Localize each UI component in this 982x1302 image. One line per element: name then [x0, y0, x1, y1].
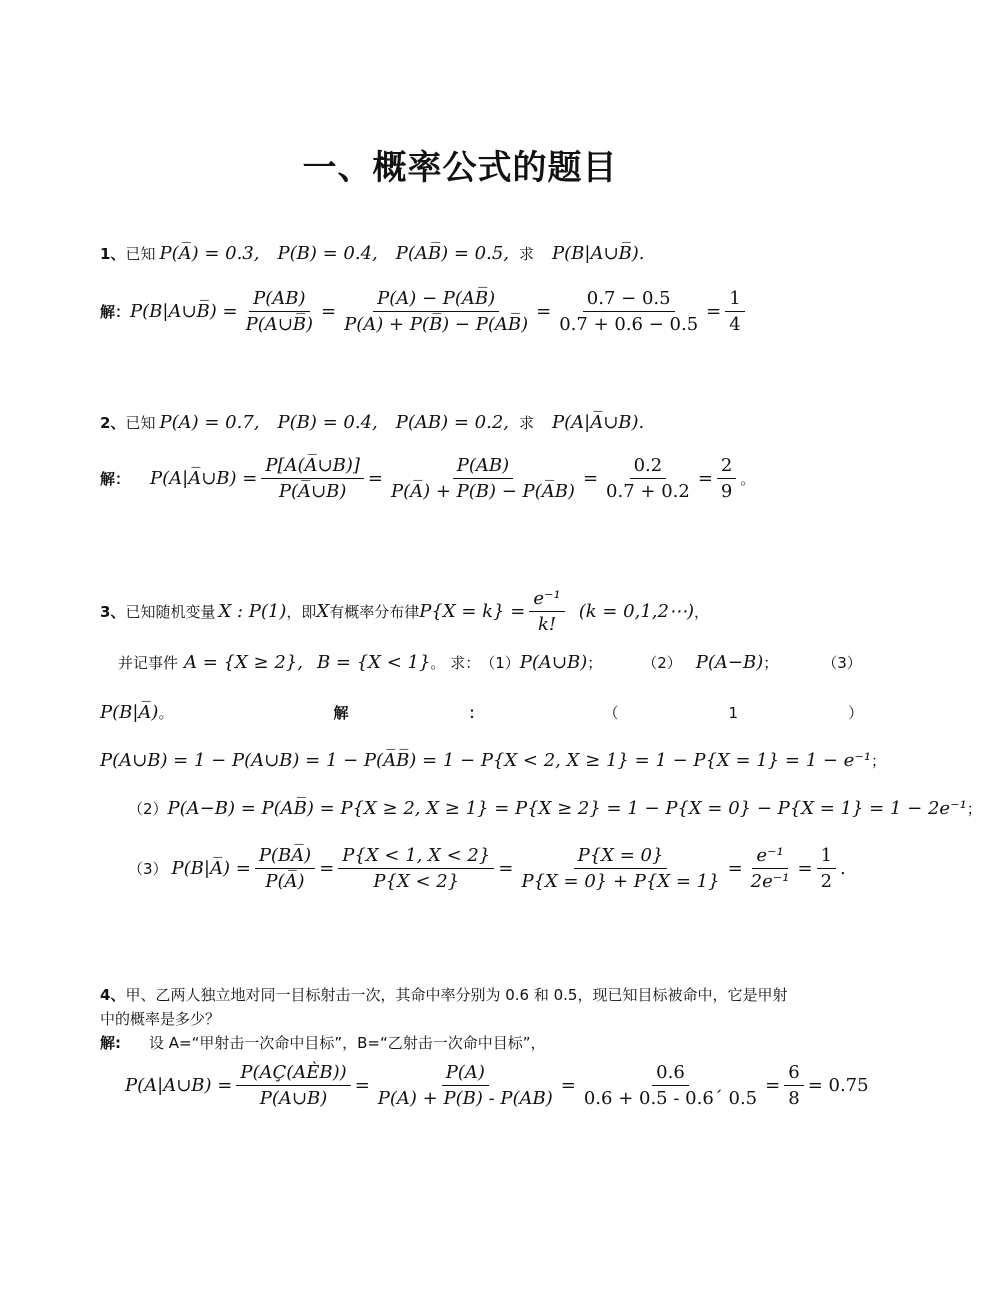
question-2: P(A−B)	[695, 652, 764, 673]
intro-text: ，即	[286, 603, 317, 621]
given-label: 已知	[125, 414, 156, 432]
question-number: （2）	[642, 654, 682, 672]
step-number: （2）	[128, 800, 168, 818]
problem-1-solution: 解： P(B|A∪B̅) = $\frac{P(AB)}{P(A\cup B̅)}$ = $\frac{P(A) - P(AB̅)}{P(A) + P(B̅) - P(AB̅)}$ = $\frac{0.7 - 0.5}{0.7 + 0.6 - 0.5}$ = $\frac{1}{4}$	[100, 288, 749, 335]
step-expr: P(A−B) = P(AB̅) = P{X ≥ 2, X ≥ 1} = P{X ≥ 2} = 1 − P{X = 0} − P{X = 1} = 1 − 2e⁻¹	[167, 798, 967, 819]
fraction: $\frac{\text{e⁻¹}}{\text{2e⁻¹}}$	[750, 845, 790, 892]
statement-text: 甲、乙两人独立地对同一目标射击一次，其命中率分别为 0.6 和 0.5，现已知目标被命中，它是甲射	[125, 986, 788, 1004]
fraction: $\frac{P\{X < 1, X < 2\}}{P\{X < 2\}}$	[338, 845, 494, 892]
solution-lhs: P(B|A∪B̅) =	[130, 301, 238, 322]
step-number: （3）	[128, 860, 168, 878]
ask-label: 求	[519, 414, 535, 432]
solution-label: 解	[333, 704, 349, 722]
problem-3-solution-header: P(B|A̅) 。 解 ： （ 1 ）	[100, 702, 864, 723]
given-label: 已知	[125, 245, 156, 263]
problem-number: 2、	[100, 414, 126, 432]
given-2: P(B) = 0.4,	[277, 412, 378, 433]
events-label: 并记事件	[118, 654, 179, 672]
ask-label: 。 求：	[430, 654, 481, 672]
solution-lhs: P(A|A̅∪B) =	[150, 468, 258, 489]
fraction: $\frac{\text{P(AÇ(AÈB))}}{P(A\cup B)}$	[236, 1062, 350, 1109]
given-1: P(A) = 0.7,	[159, 412, 260, 433]
step-lhs: P(B|A̅) =	[171, 858, 251, 879]
given-2: P(B) = 0.4,	[277, 243, 378, 264]
problem-3-step-1: P(A∪B) = 1 − P(A∪B) = 1 − P(A̅B̅) = 1 − P{X < 2, X ≥ 1} = 1 − P{X = 1} = 1 − e⁻¹ ；	[100, 750, 887, 771]
event-a: A = {X ≥ 2},	[184, 652, 303, 673]
law-lhs: P{X = k} =	[419, 601, 526, 622]
target-expr: P(B|A∪B̅).	[552, 243, 645, 264]
fraction: $\frac{2}{9}$	[717, 455, 736, 502]
punctuation: ，	[693, 603, 709, 621]
fraction: $\frac{P\{X = 0\}}{P\{X = 0\} + P\{X = 1\}}$	[521, 845, 720, 892]
problem-4-statement-cont	[100, 1008, 220, 1029]
problem-number: 1、	[100, 245, 126, 263]
step-expr: P(A∪B) = 1 − P(A∪B) = 1 − P(A̅B̅) = 1 − P{X < 2, X ≥ 1} = 1 − P{X = 1} = 1 − e⁻¹	[100, 750, 872, 771]
target-expr: P(A|A̅∪B).	[552, 412, 645, 433]
problem-number: 4、	[100, 986, 126, 1004]
random-variable: X : P(1)	[218, 601, 287, 622]
given-3: P(AB) = 0.2,	[395, 412, 510, 433]
end-mark: 。	[740, 470, 756, 488]
problem-1-statement	[100, 243, 645, 264]
fraction: $\frac{6}{8}$	[784, 1062, 803, 1109]
ask-label: 求	[519, 245, 535, 263]
fraction: $\frac{P(AB)}{P(A\cup B̅)}$	[245, 288, 314, 335]
problem-2-solution: 解： P(A|A̅∪B) = $\frac{P[A(A̅\cup B)]}{P(A̅\cup B)}$ = $\frac{P(AB)}{P(A̅) + P(B) - P(A̅B)}$ = $\frac{0.2}{0.7 + 0.2}$ = $\frac{2}{9}$ 。	[100, 455, 756, 502]
event-b: B = {X < 1}	[316, 652, 431, 673]
intro-text: 已知随机变量	[125, 603, 216, 621]
fraction: $\frac{0.6}{0.6 + 0.5 - 0.6´ 0.5}$	[583, 1062, 758, 1109]
law-range: (k = 0,1,2⋯)	[578, 601, 694, 622]
solution-label: 解：	[100, 303, 131, 321]
question-1: P(A∪B)	[519, 652, 588, 673]
fraction: $\frac{P[A(A̅\cup B)]}{P(A̅\cup B)}$	[261, 455, 364, 502]
problem-3-events: 并记事件 A = {X ≥ 2}, B = {X < 1} 。 求： （1） P(A∪B) ； （2） P(A−B) ； （3）	[118, 652, 862, 673]
given-3: P(AB̅) = 0.5,	[395, 243, 510, 264]
variable: X	[316, 601, 330, 622]
fraction: $\frac{0.2}{0.7 + 0.2}$	[606, 455, 690, 502]
fraction: $\frac{1}{2}$	[817, 845, 836, 892]
question-3: P(B|A̅)	[100, 702, 159, 723]
problem-3-step-2: （2） P(A−B) = P(AB̅) = P{X ≥ 2, X ≥ 1} = P{X ≥ 2} = 1 − P{X = 0} − P{X = 1} = 1 − 2e⁻¹ ；	[128, 798, 982, 819]
problem-4-setup	[100, 1032, 546, 1053]
solution-label: 解:	[100, 1034, 121, 1052]
question-number: （3）	[822, 654, 862, 672]
solution-label: 解：	[100, 470, 131, 488]
problem-2-statement	[100, 412, 644, 433]
fraction: $\frac{P(BA̅)}{P(A̅)}$	[255, 845, 315, 892]
fraction: $\frac{1}{4}$	[725, 288, 744, 335]
question-number: （1）	[480, 654, 520, 672]
problem-number: 3、	[100, 603, 126, 621]
problem-3-statement	[100, 588, 709, 635]
fraction: $\frac{P(A) - P(AB̅)}{P(A) + P(B̅) - P(AB̅)}$	[344, 288, 529, 335]
final-result: = 0.75	[807, 1075, 869, 1096]
problem-4-statement	[100, 984, 787, 1005]
intro-text: 有概率分布律	[329, 603, 420, 621]
solution-lhs: P(A|A∪B) =	[125, 1075, 233, 1096]
fraction: $\frac{\text{e⁻¹}}{k!}$	[529, 588, 564, 635]
fraction: $\frac{0.7 - 0.5}{0.7 + 0.6 - 0.5}$	[559, 288, 699, 335]
given-1: P(A̅) = 0.3,	[159, 243, 260, 264]
problem-3-step-3: （3） P(B|A̅) = $\frac{P(BA̅)}{P(A̅)}$ = $\frac{P\{X < 1, X < 2\}}{P\{X < 2\}}$ = $\frac{P\{X = 0\}}{P\{X = 0\} + P\{X = 1\}}$ = $\frac{\text{e⁻¹}}{\text{2e⁻¹}}$ = $\frac{1}{2}$ .	[128, 845, 846, 892]
problem-4-solution: P(A|A∪B) = $\frac{\text{P(AÇ(AÈB))}}{P(A\cup B)}$ = $\frac{P(A)}{P(A) + P(B) - P(AB)}$ = $\frac{0.6}{0.6 + 0.5 - 0.6´ 0.5}$ = $\frac{6}{8}$ = 0.75	[125, 1062, 869, 1109]
statement-text: 中的概率是多少？	[100, 1010, 221, 1028]
page-title: 一、概率公式的题目	[302, 148, 618, 188]
setup-text: 设 A=“甲射击一次命中目标”，B=“乙射击一次命中目标”，	[149, 1034, 546, 1052]
fraction: $\frac{P(A)}{P(A) + P(B) - P(AB)}$	[377, 1062, 553, 1109]
fraction: $\frac{P(AB)}{P(A̅) + P(B) - P(A̅B)}$	[390, 455, 575, 502]
